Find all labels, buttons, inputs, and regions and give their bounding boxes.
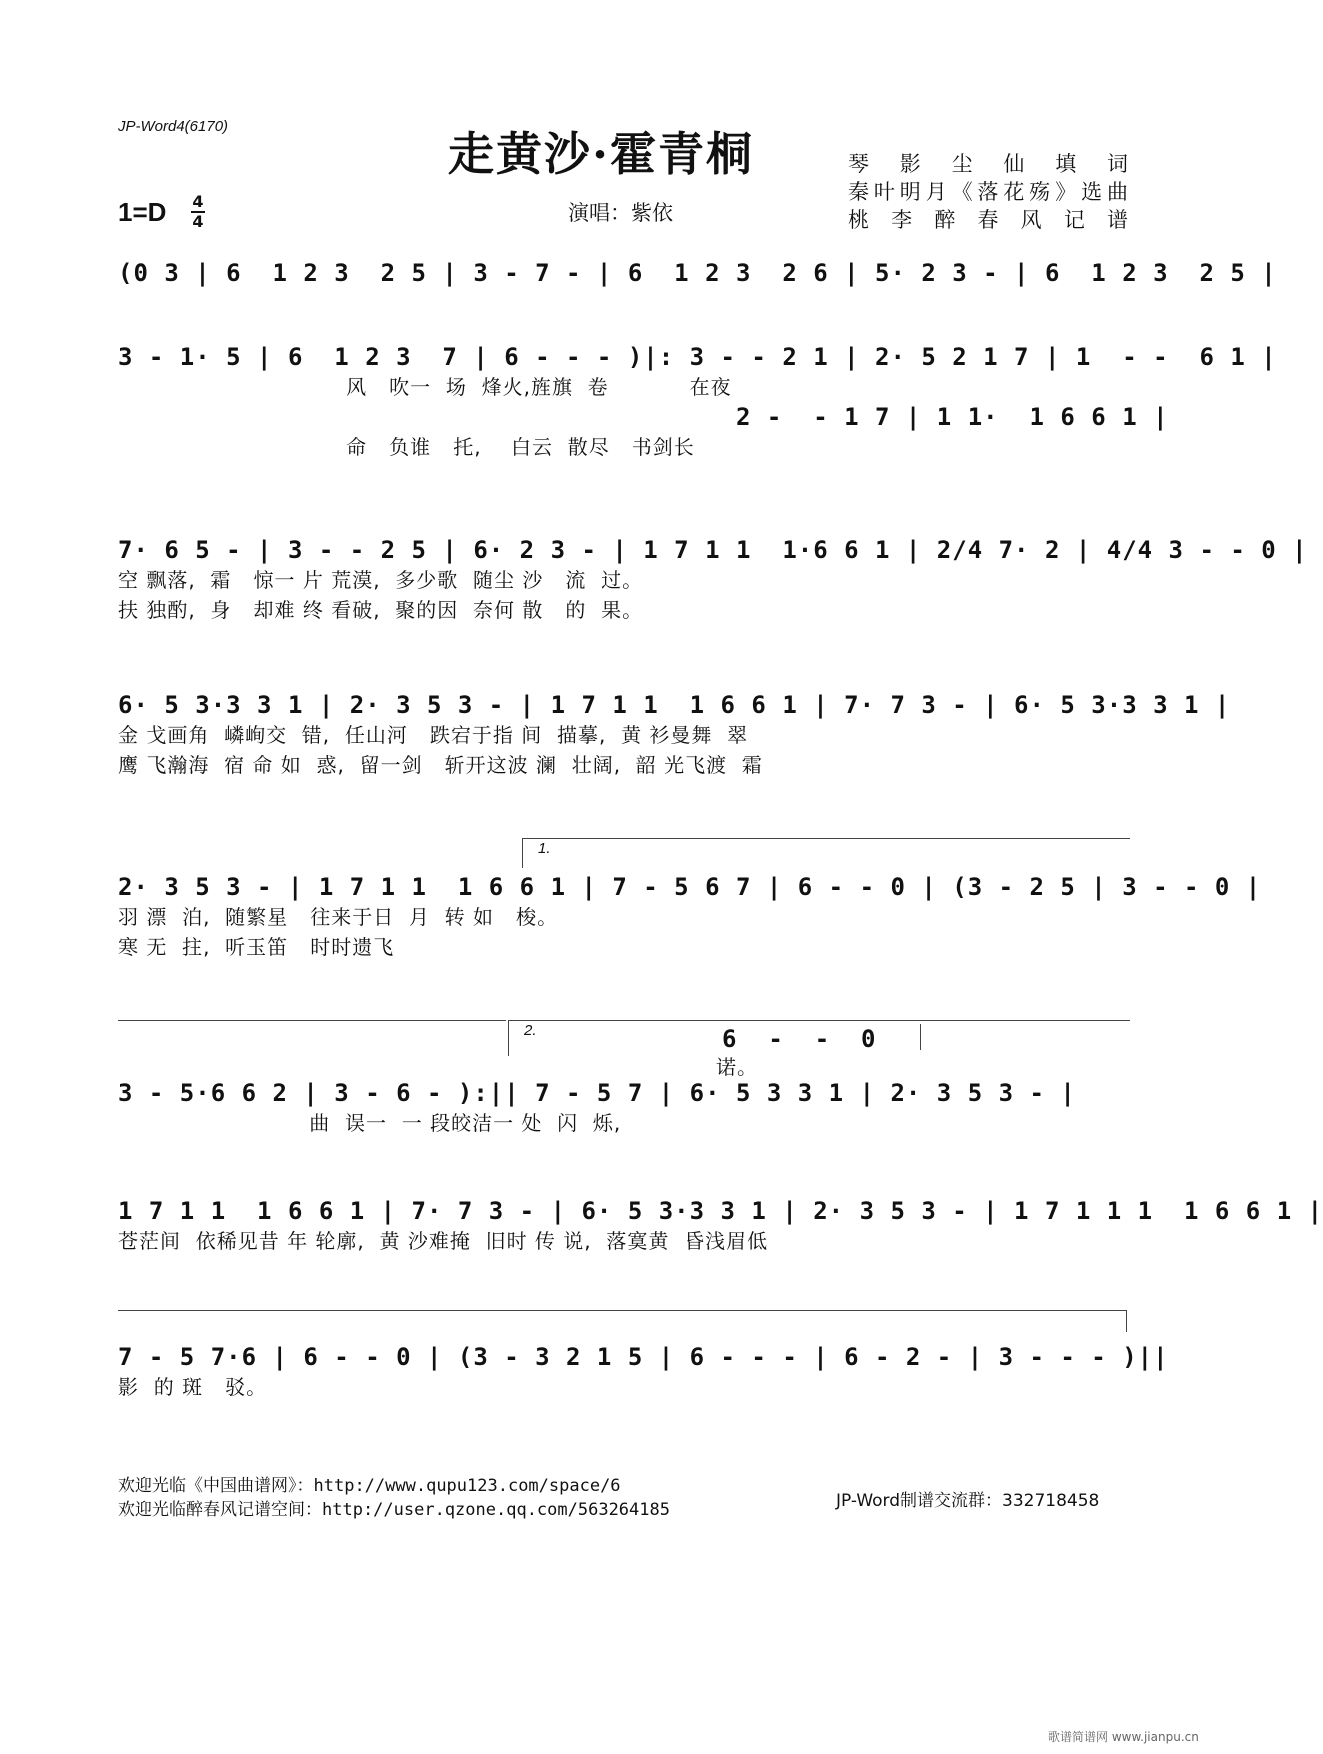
time-signature [190, 193, 210, 233]
score-system-8 [118, 1342, 1169, 1402]
score-system-5 [118, 872, 1262, 962]
song-title: 走黄沙·霍青桐 [448, 127, 755, 181]
singer-credit: 演唱：紫依 [568, 201, 673, 225]
lyrics-verse-1: 羽 漂 泊, 随繁星 往来于日 月 转 如 梭。 [118, 905, 559, 929]
score-system-6 [118, 1078, 1130, 1138]
lyrics-verse-1: 曲 误一 一 段皎洁一 处 闪 烁, [118, 1111, 622, 1135]
notes-line: 7 - 5 7·6 | 6 - - 0 | (3 - 3 2 1 5 | 6 - - - | 6 - 2 - | 3 - - - )|| [118, 1343, 1169, 1371]
credits-block [848, 150, 1128, 234]
lyrics-verse-1: 空 飘落, 霜 惊一 片 荒漠, 多少歌 随尘 沙 流 过。 [118, 568, 644, 592]
notes-line: (0 3 | 6 1 2 3 2 5 | 3 - 7 - | 6 1 2 3 2 6 | 5· 2 3 - | 6 1 2 3 2 5 | [118, 259, 1277, 287]
key-signature: 1=D [118, 197, 167, 227]
volta-1-line [522, 838, 1130, 839]
continuation-bracket [1126, 1310, 1127, 1332]
score-system-3 [118, 535, 1308, 625]
volta-1-bracket [522, 838, 523, 868]
footer-links [118, 1474, 670, 1522]
score-system-1 [118, 258, 1277, 288]
lyrics-verse-2: 命 负谁 托, 白云 散尽 书剑长 [118, 435, 695, 459]
time-signature-bottom: 4 [192, 212, 204, 231]
software-version: JP-Word4(6170) [118, 118, 229, 135]
notes-line-verse-2: 2 - - 1 7 | 1 1· 1 6 6 1 | [118, 403, 1169, 431]
notes-line: 7· 6 5 - | 3 - - 2 5 | 6· 2 3 - | 1 7 1 1 1·6 6 1 | 2/4 7· 2 | 4/4 3 - - 0 | [118, 536, 1308, 564]
footer-link-qupu[interactable]: 欢迎光临《中国曲谱网》：http://www.qupu123.com/space/6 [118, 1476, 621, 1496]
transcriber-credit: 桃李醉春风记谱 [848, 208, 1128, 232]
score-system-2 [118, 342, 1277, 462]
lyrics-verse-1: 苍茫间 依稀见昔 年 轮廓, 黄 沙难掩 旧时 传 说, 落寞黄 昏浅眉低 [118, 1229, 769, 1253]
footer-group: JP-Word制谱交流群：332718458 [836, 1491, 1100, 1511]
lyrics-verse-2: 鹰 飞瀚海 宿 命 如 惑, 留一剑 斩开这波 澜 壮阔, 韶 光飞渡 霜 [118, 753, 763, 777]
continuation-line [118, 1310, 1126, 1311]
notes-line: 1 7 1 1 1 6 6 1 | 7· 7 3 - | 6· 5 3·3 3 1 | 2· 3 5 3 - | 1 7 1 1 1 1 6 6 1 | [118, 1197, 1323, 1225]
upper-lyrics: 诺。 [716, 1055, 758, 1079]
lyrics-verse-1: 影 的 斑 驳。 [118, 1375, 268, 1399]
score-system-7 [118, 1196, 1323, 1256]
notes-line: 3 - 1· 5 | 6 1 2 3 7 | 6 - - - )|: 3 - - 2 1 | 2· 5 2 1 7 | 1 - - 6 1 | [118, 343, 1277, 371]
lyricist-credit: 琴影尘仙填词 [848, 152, 1128, 176]
lyrics-verse-2: 扶 独酌, 身 却难 终 看破, 聚的因 奈何 散 的 果。 [118, 598, 644, 622]
volta-1-label: 1. [538, 840, 551, 857]
volta-2-bracket [508, 1020, 509, 1056]
lyrics-verse-1: 金 戈画角 嶙峋交 错, 任山河 跌宕于指 间 描摹, 黄 衫曼舞 翠 [118, 723, 749, 747]
time-signature-top: 4 [192, 192, 204, 211]
lyrics-verse-1: 风 吹一 场 烽火,旌旗 卷 在夜 [118, 375, 732, 399]
composer-credit: 秦叶明月《落花殇》选曲 [848, 180, 1128, 204]
footer-link-qzone[interactable]: 欢迎光临醉春风记谱空间：http://user.qzone.qq.com/563264185 [118, 1500, 670, 1520]
notes-line: 2· 3 5 3 - | 1 7 1 1 1 6 6 1 | 7 - 5 6 7 | 6 - - 0 | (3 - 2 5 | 3 - - 0 | [118, 873, 1262, 901]
upper-notes: 6 - - 0 [722, 1025, 877, 1053]
notes-line: 3 - 5·6 6 2 | 3 - 6 - ):|| 7 - 5 7 | 6· 5 3 3 1 | 2· 3 5 3 - | [118, 1079, 1076, 1107]
volta-2-label: 2. [524, 1022, 537, 1039]
upper-barline [920, 1024, 921, 1050]
continuation-line [118, 1020, 506, 1021]
volta-2-line [508, 1020, 1130, 1021]
watermark: 歌谱简谱网 www.jianpu.cn [1048, 1730, 1199, 1744]
lyrics-verse-2: 寒 无 拄, 听玉笛 时时遗飞 [118, 935, 395, 959]
notes-line: 6· 5 3·3 3 1 | 2· 3 5 3 - | 1 7 1 1 1 6 6 1 | 7· 7 3 - | 6· 5 3·3 3 1 | [118, 691, 1231, 719]
score-system-4 [118, 690, 1231, 780]
